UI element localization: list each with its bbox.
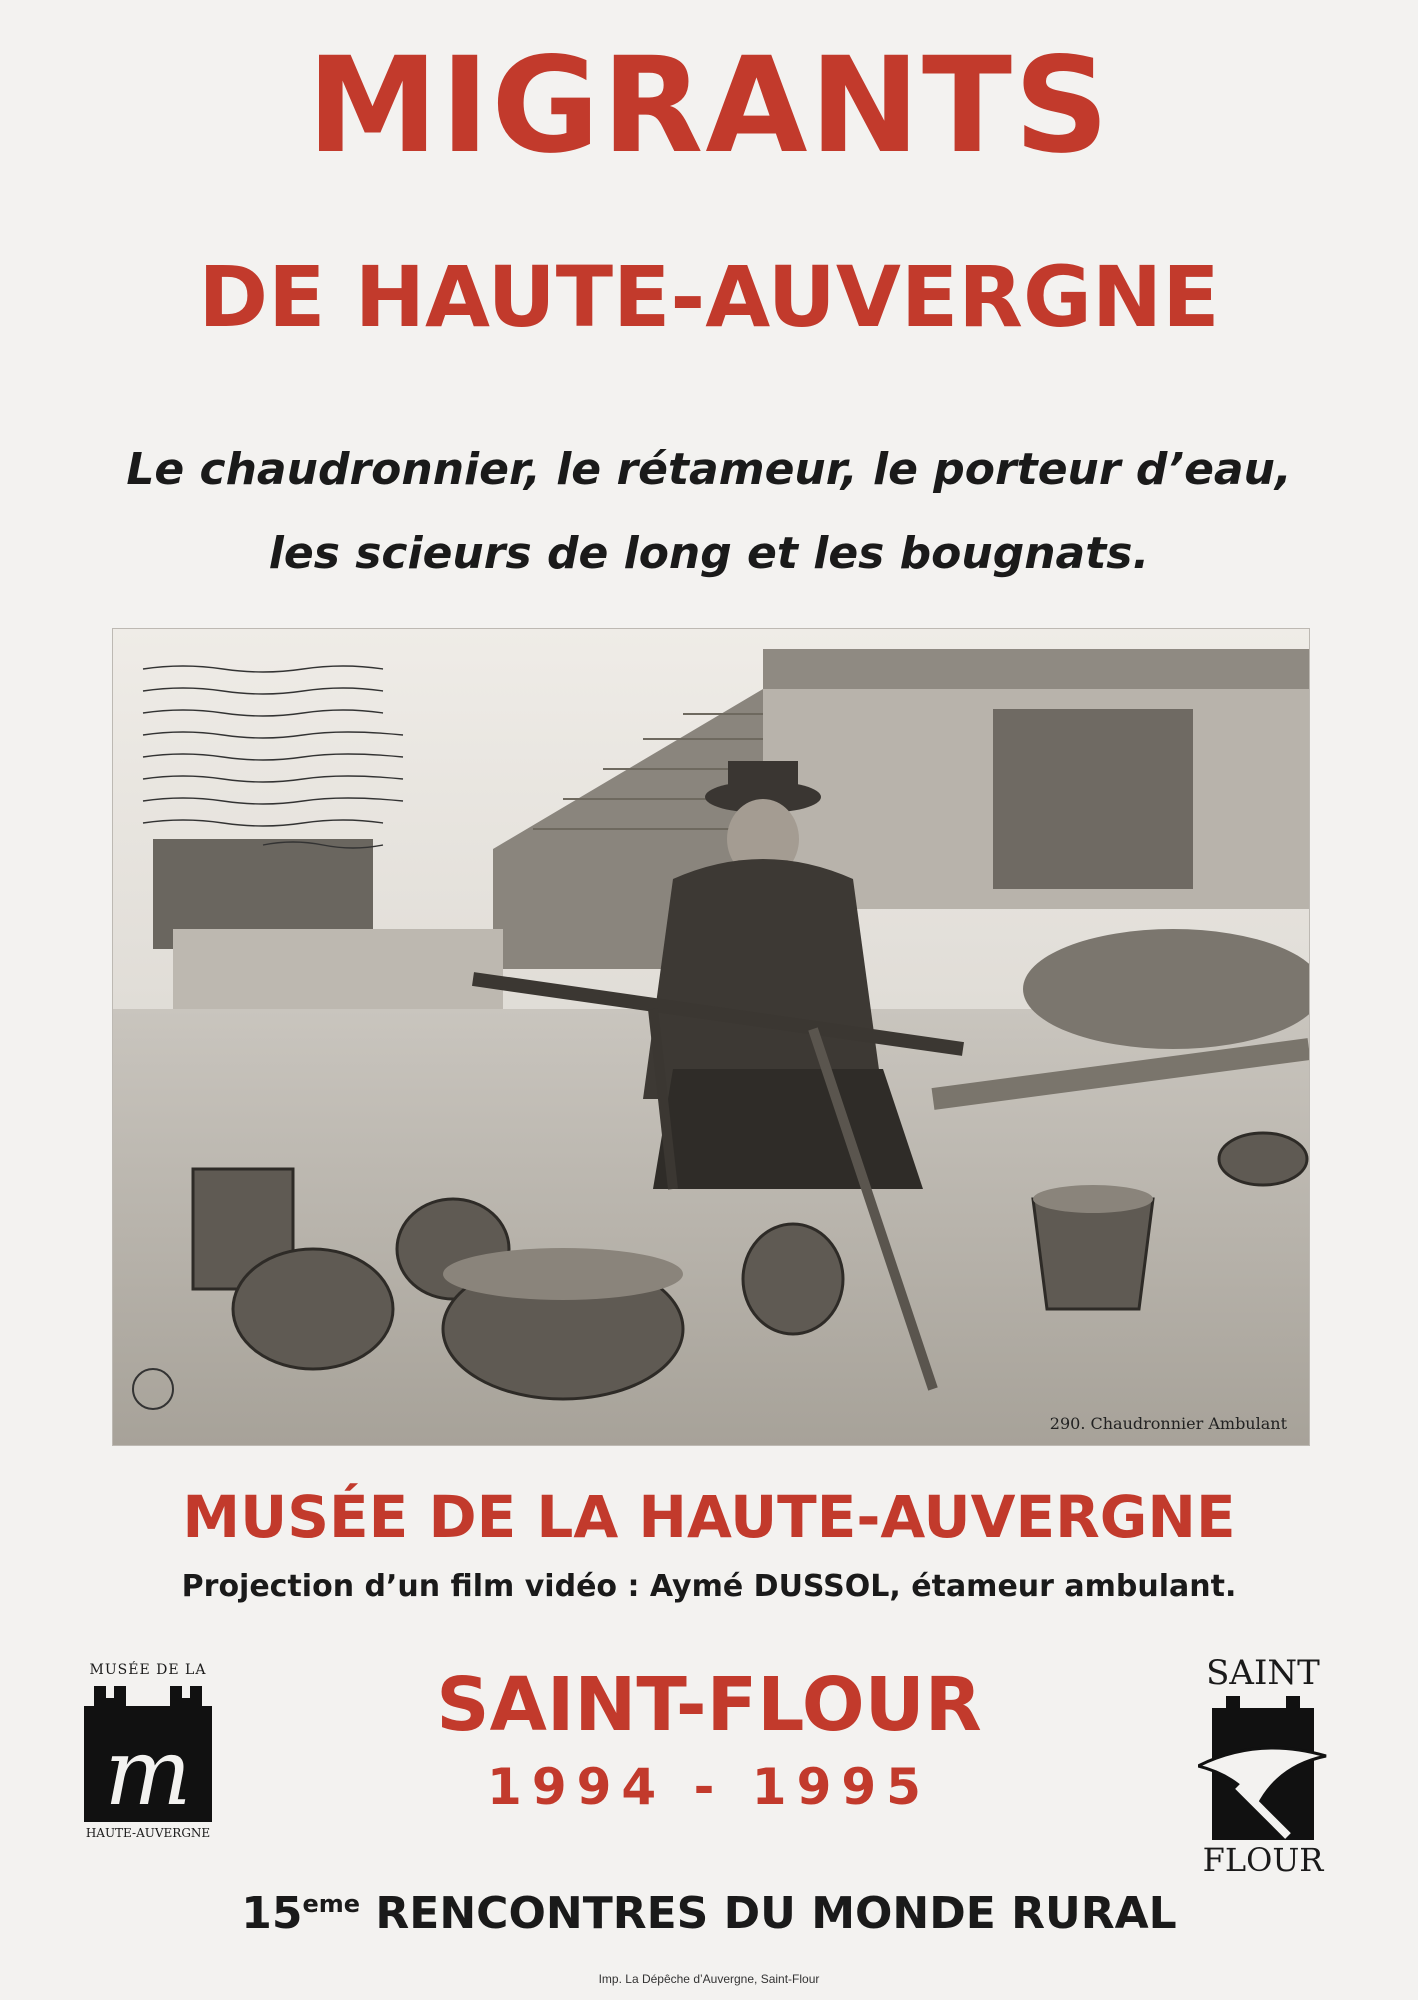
tagline-line-1: Le chaudronnier, le rétameur, le porteur d’eau,: [126, 444, 1292, 495]
saint-flour-logo-bottom-text: FLOUR: [1202, 1841, 1324, 1879]
museum-logo: [80, 1662, 216, 1842]
rencontres-text: RENCONTRES DU MONDE RURAL: [375, 1888, 1177, 1939]
tinker-photograph: [112, 628, 1310, 1446]
museum-logo-letter: m: [104, 1719, 192, 1822]
poster-title: MIGRANTS: [306, 29, 1112, 183]
museum-logo-bottom-text: HAUTE-AUVERGNE: [85, 1826, 211, 1840]
photo-caption: 290. Chaudronnier Ambulant: [1049, 1414, 1287, 1433]
castle-icon: [84, 1686, 212, 1822]
poster-subtitle: DE HAUTE-AUVERGNE: [198, 248, 1220, 346]
city-name: SAINT-FLOUR: [436, 1662, 982, 1748]
projection-text: Projection d’un film vidéo : Aymé DUSSOL, étameur ambulant.: [181, 1569, 1237, 1604]
museum-name: MUSÉE DE LA HAUTE-AUVERGNE: [182, 1483, 1236, 1551]
saint-flour-logo: [1188, 1653, 1338, 1880]
photo-illustration: [113, 629, 1309, 1445]
saint-flour-logo-top-text: SAINT: [1206, 1653, 1320, 1693]
exhibition-years: 1994 - 1995: [487, 1758, 931, 1816]
printer-credit: Imp. La Dépêche d’Auvergne, Saint-Flour: [598, 1972, 820, 1986]
rencontres-number: 15: [241, 1888, 303, 1939]
tower-icon: [1198, 1696, 1328, 1840]
rencontres-suffix: eme: [302, 1890, 361, 1918]
tagline-line-2: les scieurs de long et les bougnats.: [268, 528, 1150, 579]
rencontres-line: [0, 1888, 1418, 1939]
museum-logo-top-text: MUSÉE DE LA: [89, 1662, 207, 1678]
